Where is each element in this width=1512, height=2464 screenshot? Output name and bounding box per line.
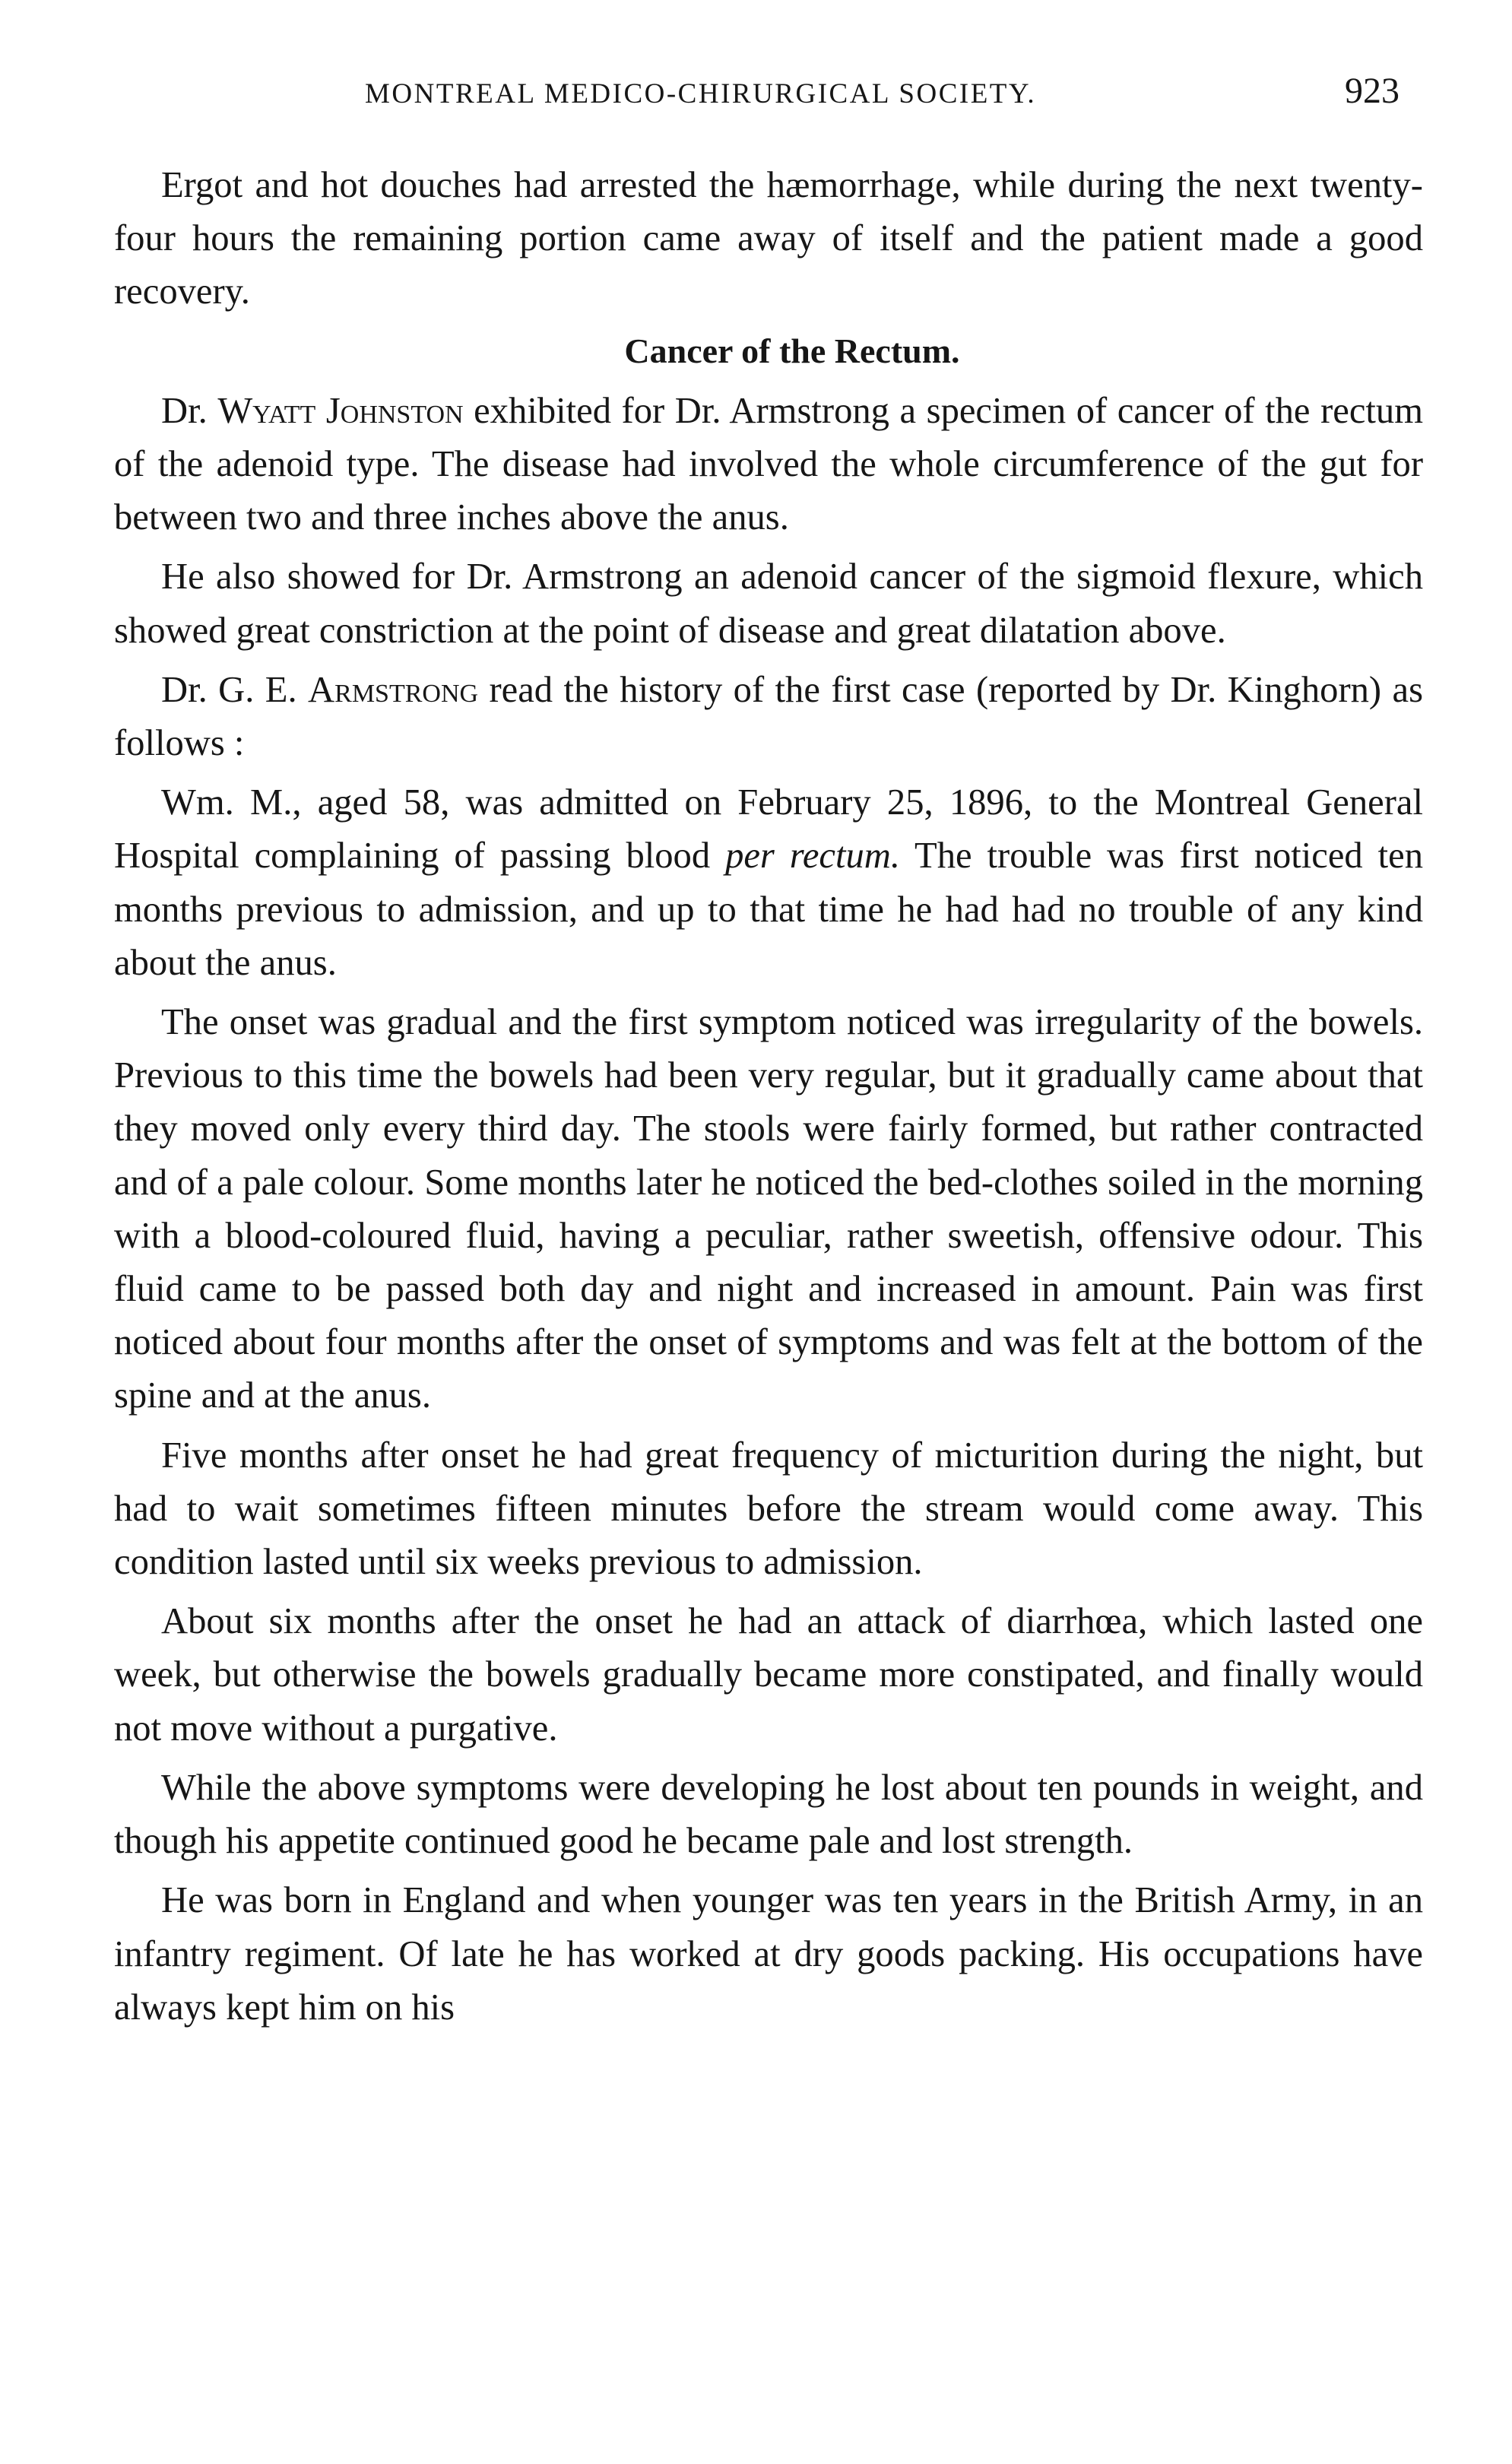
speaker-name: Wyatt Johnston — [217, 389, 464, 431]
running-header — [114, 70, 1413, 116]
paragraph-text: The trouble was first noticed ten months previous to admission, and up to that time he had had no trouble of any kind about the anus. — [114, 835, 1424, 983]
paragraph-johnston-specimen — [114, 384, 1423, 544]
paragraph-text: Ergot and hot douches had arrested the hæmorrhage, while during the next twenty-four hours the remaining portion came away of itself and the patient made a good recovery. — [114, 164, 1423, 312]
paragraph-admission — [114, 775, 1423, 989]
section-heading: Cancer of the Rectum. — [624, 331, 960, 370]
paragraph-text: He also showed for Dr. Armstrong an adenoid cancer of the sigmoid flexure, which showed great constriction at the point of disease and great dilatation above. — [114, 556, 1423, 651]
paragraph-onset — [114, 995, 1423, 1422]
page-number: 923 — [1345, 71, 1399, 111]
running-title: MONTREAL MEDICO-CHIRURGICAL SOCIETY. — [365, 78, 1037, 109]
paragraph-text: read the history of the first case (reported by Dr. Kinghorn) as follows : — [114, 668, 1423, 764]
paragraph-diarrhoea — [114, 1594, 1423, 1755]
body-text — [114, 158, 1423, 2040]
paragraph-text: About six months after the onset he had an attack of diarrhœa, which lasted one week, but otherwise the bowels gradually became more constipated, and finally would not move without a purgative. — [114, 1600, 1423, 1749]
paragraph-micturition — [114, 1429, 1423, 1589]
paragraph-armstrong-history — [114, 663, 1423, 769]
paragraph-text: exhibited for Dr. Armstrong a specimen of cancer of the rectum of the adenoid type. The disease had involved the whole circumference of the gut for between two and three inches above the anus. — [114, 389, 1423, 538]
paragraph-background — [114, 1873, 1423, 2034]
latin-term: per rectum. — [725, 835, 901, 877]
paragraph-weight-loss — [114, 1761, 1423, 1867]
paragraph-text: He was born in England and when younger was ten years in the British Army, in an infantry regiment. Of late he has worked at dry goods packing. His occupations have always kept him on his — [114, 1879, 1423, 2028]
paragraph-text: The onset was gradual and the first symptom noticed was irregularity of the bowels. Previous to this time the bowels had been very regular, but it gradually came about that they moved only every third day. The stools were fairly formed, but rather contracted and of a pale colour. Some months later he noticed the bed-clothes soiled in the morning with a blood-coloured fluid, having a peculiar, rather sweetish, offensive odour. This fluid came to be passed both day and night and increased in amount. Pain was first noticed about four months after the onset of symptoms and was felt at the bottom of the spine and at the anus. — [114, 1001, 1423, 1416]
paragraph-text: Wm. M., aged 58, was admitted on February 25, 1896, to the Montreal General Hospital complaining of passing blood — [114, 782, 1423, 877]
speaker-name: Armstrong — [308, 668, 479, 710]
paragraph-text: Dr. G. E. — [161, 668, 309, 710]
paragraph-text: While the above symptoms were developing he lost about ten pounds in weight, and though his appetite continued good he became pale and lost strength. — [114, 1766, 1423, 1862]
paragraph-continuation — [114, 158, 1423, 319]
paragraph-text: Five months after onset he had great frequency of micturition during the night, but had to wait sometimes fifteen minutes before the stream would come away. This condition lasted until six weeks previous to admission. — [114, 1434, 1423, 1583]
paragraph-sigmoid-flexure — [114, 550, 1423, 656]
paragraph-text: Dr. — [161, 389, 218, 431]
